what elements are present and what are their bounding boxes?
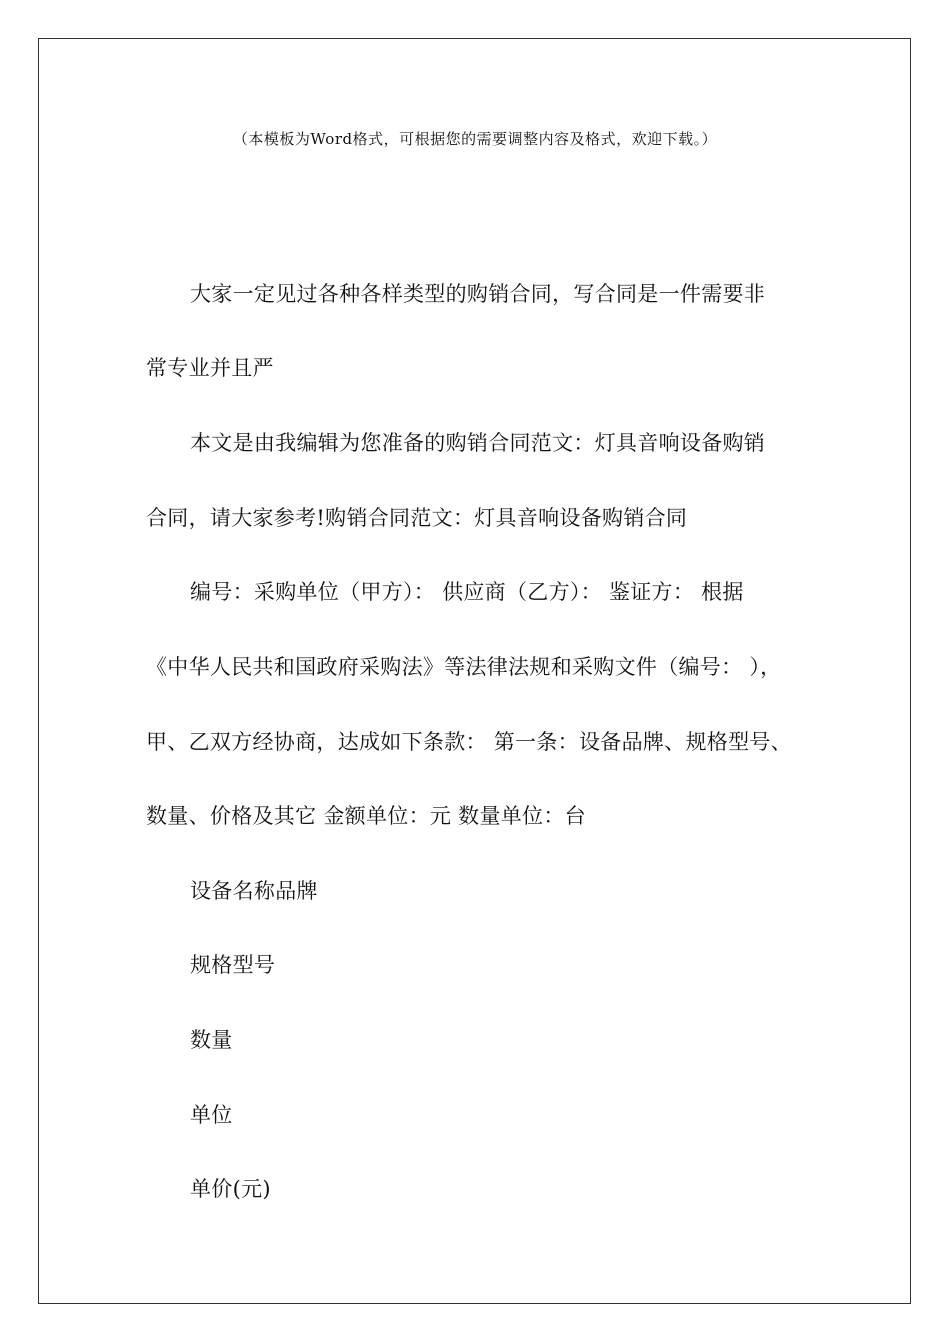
paragraph-line-8: 数量、价格及其它 金额单位：元 数量单位：台 — [146, 804, 586, 828]
paragraph-line-2: 常专业并且严 — [146, 356, 274, 380]
paragraph-line-7: 甲、乙双方经协商，达成如下条款： 第一条：设备品牌、规格型号、 — [146, 730, 792, 754]
field-quantity: 数量 — [190, 1028, 233, 1052]
template-note: （本模板为Word格式，可根据您的需要调整内容及格式，欢迎下载。） — [232, 130, 718, 148]
field-unit: 单位 — [190, 1103, 233, 1127]
paragraph-line-3: 本文是由我编辑为您准备的购销合同范文：灯具音响设备购销 — [190, 431, 766, 455]
field-unit-price: 单价(元) — [190, 1177, 271, 1201]
field-equipment-brand: 设备名称品牌 — [190, 879, 318, 903]
field-spec-model: 规格型号 — [190, 953, 276, 977]
paragraph-line-6: 《中华人民共和国政府采购法》等法律法规和采购文件（编号： ）， — [146, 655, 782, 679]
paragraph-line-5: 编号：采购单位（甲方）： 供应商（乙方）： 鉴证方： 根据 — [190, 580, 744, 604]
paragraph-line-1: 大家一定见过各种各样类型的购销合同，写合同是一件需要非 — [190, 282, 766, 306]
paragraph-line-4: 合同，请大家参考!购销合同范文：灯具音响设备购销合同 — [146, 506, 688, 530]
